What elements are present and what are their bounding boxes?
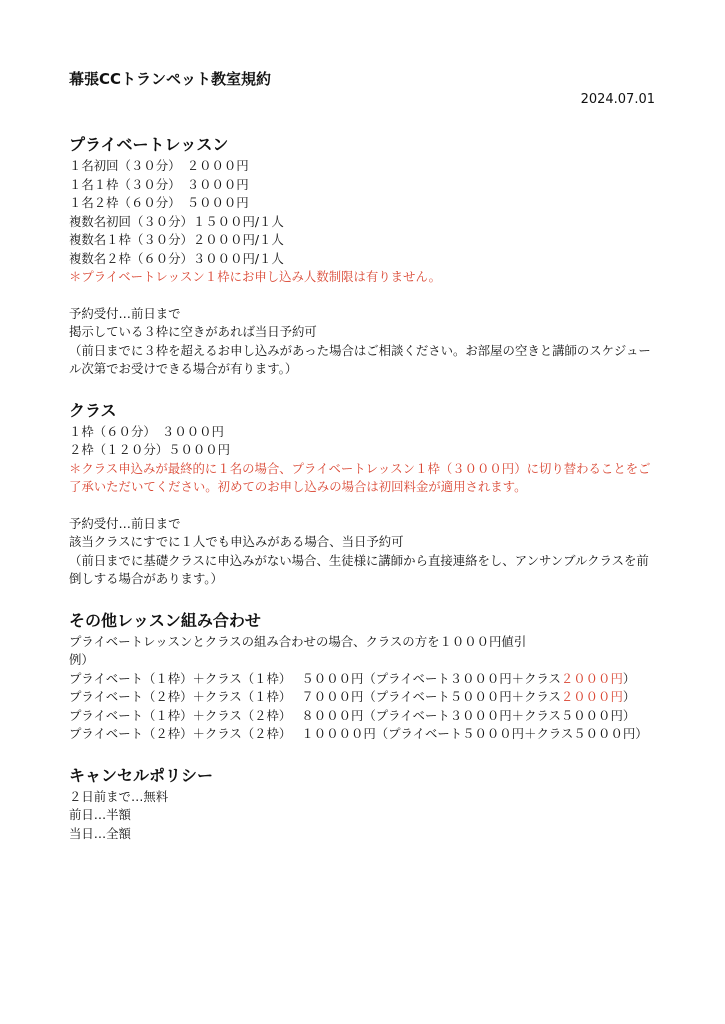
cancel-line: 当日…全額 bbox=[69, 825, 131, 841]
combo-intro: プライベートレッスンとクラスの組み合わせの場合、クラスの方を１０００円値引 bbox=[69, 633, 527, 649]
combo-row-text: プライベート（１枠）＋クラス（２枠） ８０００円（プライベート３０００円＋クラス５０００円） bbox=[69, 707, 636, 723]
section-private-lesson bbox=[69, 133, 659, 379]
document-body bbox=[69, 133, 659, 863]
booking-line: 予約受付…前日まで bbox=[69, 305, 181, 321]
booking-line: 該当クラスにすでに１人でも申込みがある場合、当日予約可 bbox=[69, 534, 404, 549]
price-line: 複数名初回（３０分）１５００円/１人 bbox=[69, 213, 284, 229]
combo-row-text: プライベート（２枠）＋クラス（１枠） ７０００円（プライベート５０００円＋クラス bbox=[69, 689, 561, 704]
cancel-line: ２日前まで…無料 bbox=[69, 788, 169, 804]
spacer bbox=[69, 497, 659, 515]
combo-row bbox=[69, 670, 659, 689]
section-heading-class: クラス bbox=[69, 400, 117, 420]
cancel-line: 前日…半額 bbox=[69, 807, 131, 822]
booking-note: （前日までに３枠を超えるお申し込みがあった場合はご相談ください。お部屋の空きと講師のスケジュール次第でお受けできる場合が有ります。） bbox=[69, 342, 651, 376]
booking-line: 予約受付…前日まで bbox=[69, 515, 181, 531]
price-line: １名初回（３０分） ２０００円 bbox=[69, 158, 249, 173]
class-note: ＊クラス申込みが最終的に１名の場合、プライベートレッスン１枠（３０００円）に切り替わることをご了承いただいてください。初めてのお申し込みの場合は初回料金が適用されます。 bbox=[69, 460, 651, 494]
combo-row-text: プライベート（１枠）＋クラス（１枠） ５０００円（プライベート３０００円＋クラス bbox=[69, 670, 561, 686]
combo-row-text: プライベート（２枠）＋クラス（２枠） １００００円（プライベート５０００円＋クラス５０００円） bbox=[69, 726, 648, 741]
combo-row-accent: ２０００円 bbox=[560, 670, 623, 686]
price-line: １枠（６０分） ３０００円 bbox=[69, 423, 224, 439]
section-heading-cancel: キャンセルポリシー bbox=[69, 765, 214, 785]
combo-row bbox=[69, 688, 659, 707]
combo-row-suffix: ） bbox=[622, 670, 636, 686]
booking-note: （前日までに基礎クラスに申込みがない場合、生徒様に講師から直接連絡をし、アンサンブルクラスを前倒しする場合があります。） bbox=[69, 552, 649, 586]
combo-row-accent: ２０００円 bbox=[560, 689, 623, 704]
document-title: 幕張CCトランペット教室規約 bbox=[69, 70, 272, 88]
price-line: １名１枠（３０分） ３０００円 bbox=[69, 176, 249, 192]
spacer bbox=[69, 287, 659, 305]
section-combination bbox=[69, 609, 659, 744]
section-cancel-policy bbox=[69, 764, 659, 844]
booking-line: 掲示している３枠に空きがあれば当日予約可 bbox=[69, 324, 317, 339]
section-heading-private: プライベートレッスン bbox=[69, 135, 229, 154]
price-line: ２枠（１２０分）５０００円 bbox=[69, 442, 231, 457]
price-line: 複数名１枠（３０分）２０００円/１人 bbox=[69, 232, 284, 247]
section-class bbox=[69, 399, 659, 589]
private-note: ＊プライベートレッスン１枠にお申し込み人数制限は有りません。 bbox=[69, 269, 441, 284]
combo-row bbox=[69, 725, 659, 744]
combo-row bbox=[69, 707, 659, 726]
combo-example-label: 例） bbox=[69, 652, 94, 667]
combo-row-suffix: ） bbox=[622, 689, 636, 704]
document-date: 2024.07.01 bbox=[580, 92, 655, 107]
price-line: １名２枠（６０分） ５０００円 bbox=[69, 195, 249, 210]
section-heading-combination: その他レッスン組み合わせ bbox=[69, 610, 261, 630]
price-line: 複数名２枠（６０分）３０００円/１人 bbox=[69, 250, 284, 266]
